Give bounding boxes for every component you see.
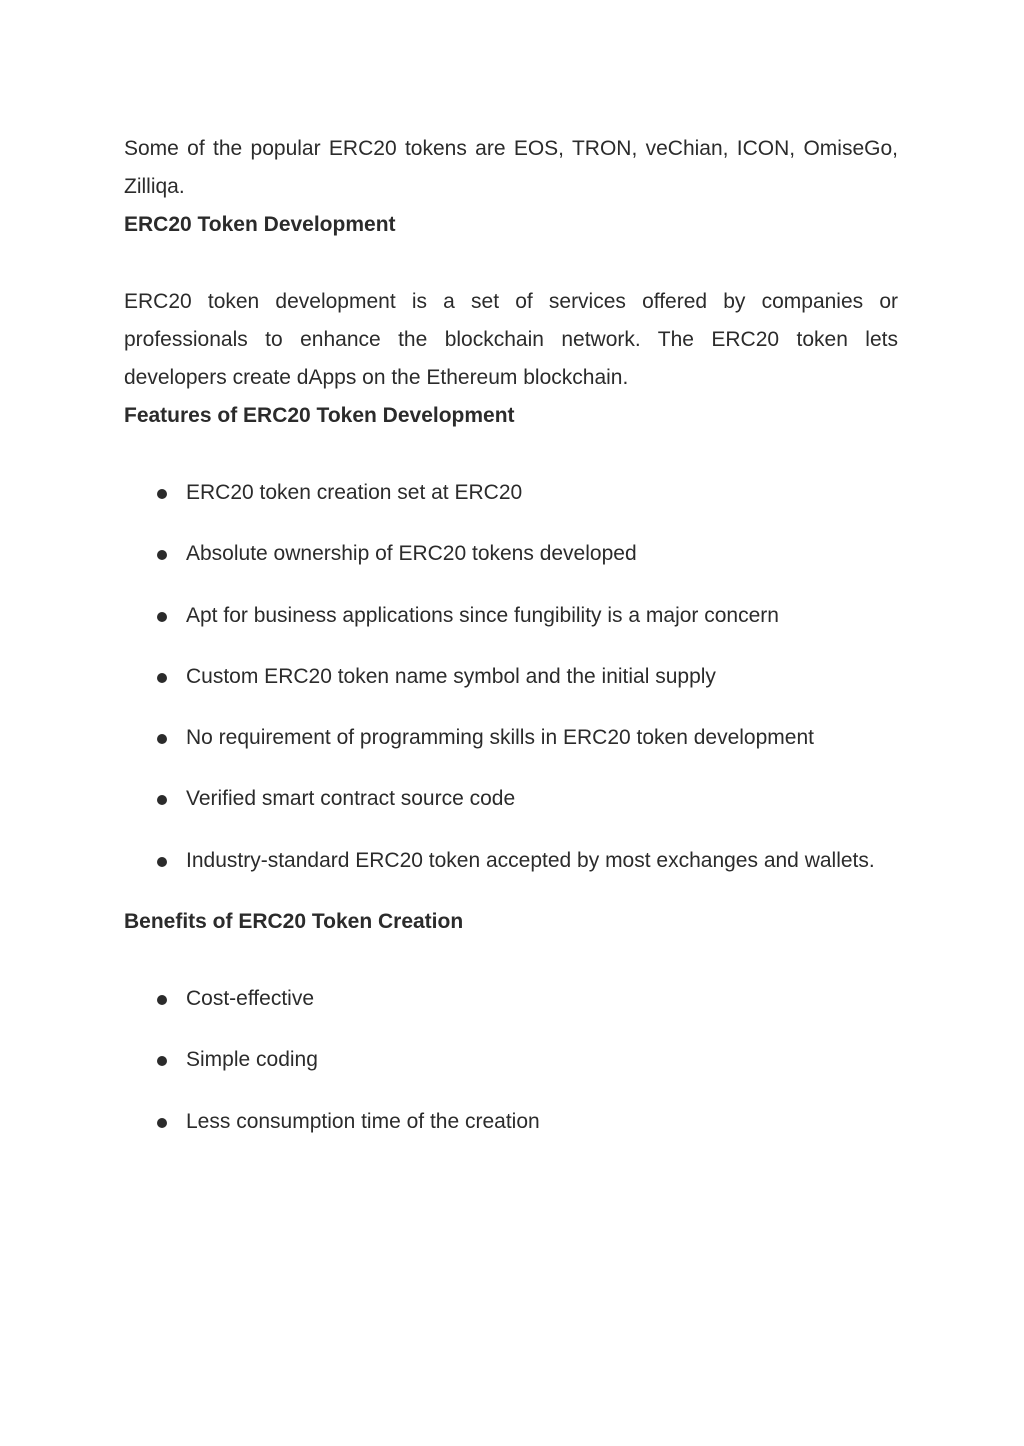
bullet-dot-icon <box>157 1056 167 1066</box>
list-item <box>124 1041 898 1079</box>
list-item-text: Industry-standard ERC20 token accepted by most exchanges and wallets. <box>186 848 875 872</box>
list-item <box>124 535 898 573</box>
list-item <box>124 842 898 880</box>
bullet-dot-icon <box>157 550 167 560</box>
heading-erc20-token-development: ERC20 Token Development <box>124 213 396 236</box>
bullet-dot-icon <box>157 857 167 867</box>
bullet-dot-icon <box>157 612 167 622</box>
intro-paragraph: Some of the popular ERC20 tokens are EOS, TRON, veChian, ICON, OmiseGo, Zilliqa. <box>124 137 898 198</box>
bullet-dot-icon <box>157 1118 167 1128</box>
list-item-text: Apt for business applications since fungibility is a major concern <box>186 603 779 627</box>
list-item-text: Verified smart contract source code <box>186 787 516 811</box>
list-item <box>124 719 898 757</box>
benefits-list <box>124 980 898 1141</box>
list-item-text: ERC20 token creation set at ERC20 <box>186 481 523 504</box>
list-item <box>124 474 898 512</box>
list-item <box>124 658 898 696</box>
list-item-text: Custom ERC20 token name symbol and the initial supply <box>186 664 716 688</box>
document-page <box>124 130 898 1164</box>
list-item-text: Absolute ownership of ERC20 tokens developed <box>186 542 637 566</box>
list-item-text: Less consumption time of the creation <box>186 1109 540 1133</box>
list-item <box>124 780 898 818</box>
heading-benefits: Benefits of ERC20 Token Creation <box>124 910 464 934</box>
list-item <box>124 980 898 1018</box>
list-item-text: Simple coding <box>186 1048 318 1072</box>
list-item <box>124 1103 898 1141</box>
bullet-dot-icon <box>157 995 167 1005</box>
features-list <box>124 474 898 880</box>
list-item <box>124 597 898 635</box>
bullet-dot-icon <box>157 489 167 499</box>
list-item-text: Cost-effective <box>186 987 314 1011</box>
bullet-dot-icon <box>157 673 167 683</box>
list-item-text: No requirement of programming skills in ERC20 token development <box>186 726 814 750</box>
bullet-dot-icon <box>157 734 167 744</box>
paragraph-erc20-token-development: ERC20 token development is a set of services offered by companies or professionals to enhance the blockchain network. The ERC20 token lets developers create dApps on the Ethereum blockchain. <box>124 290 898 389</box>
bullet-dot-icon <box>157 795 167 805</box>
heading-features: Features of ERC20 Token Development <box>124 404 515 427</box>
